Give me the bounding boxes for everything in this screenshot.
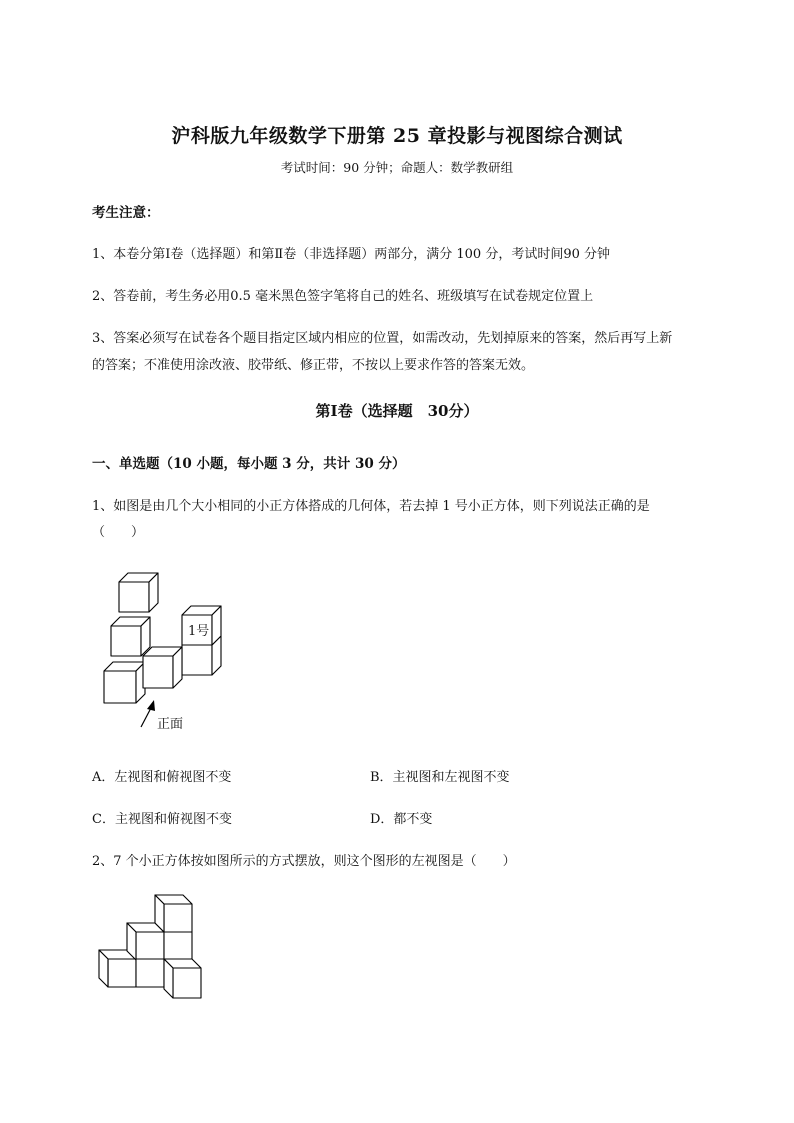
option-b[interactable]: B．主视图和左视图不变: [370, 770, 510, 785]
section-title: 第Ⅰ卷（选择题 30分）: [315, 402, 479, 420]
cube: [155, 895, 192, 932]
cube: [136, 959, 164, 987]
question-2-stem: 2、7 个小正方体按如图所示的方式摆放，则这个图形的左视图是（ ）: [92, 854, 516, 869]
cube: [99, 950, 136, 987]
page-subtitle: 考试时间：90 分钟；命题人：数学教研组: [280, 160, 514, 175]
notice-item: 2、答卷前，考生务必用0.5 毫米黑色签字笔将自己的姓名、班级填写在试卷规定位置上: [92, 289, 594, 304]
option-a[interactable]: A．左视图和俯视图不变: [92, 770, 232, 785]
question-1-stem: 1、如图是由几个大小相同的小正方体搭成的几何体，若去掉 1 号小正方体，则下列说法正确的是: [92, 499, 650, 514]
option-c[interactable]: C．主视图和俯视图不变: [92, 812, 232, 827]
notice-item: 的答案；不准使用涂改液、胶带纸、修正带，不按以上要求作答的答案无效。: [92, 358, 535, 373]
cube-1-label: 1号: [188, 624, 210, 639]
part-title: 一、单选题（10 小题，每小题 3 分，共计 30 分）: [92, 456, 406, 472]
option-d[interactable]: D．都不变: [370, 812, 433, 827]
cube: [127, 923, 164, 960]
notice-item: 1、本卷分第Ⅰ卷（选择题）和第Ⅱ卷（非选择题）两部分，满分 100 分，考试时间90 分钟: [92, 247, 610, 262]
page-title: 沪科版九年级数学下册第 25 章投影与视图综合测试: [171, 125, 623, 147]
cube: [164, 932, 192, 960]
notice-heading: 考生注意：: [92, 205, 160, 221]
front-arrow-label: 正面: [157, 717, 184, 732]
cube: [164, 959, 201, 998]
notice-item: 3、答案必须写在试卷各个题目指定区域内相应的位置，如需改动，先划掉原来的答案，然后再写上新: [92, 331, 673, 346]
question-1-blank: （ ）: [92, 525, 145, 540]
